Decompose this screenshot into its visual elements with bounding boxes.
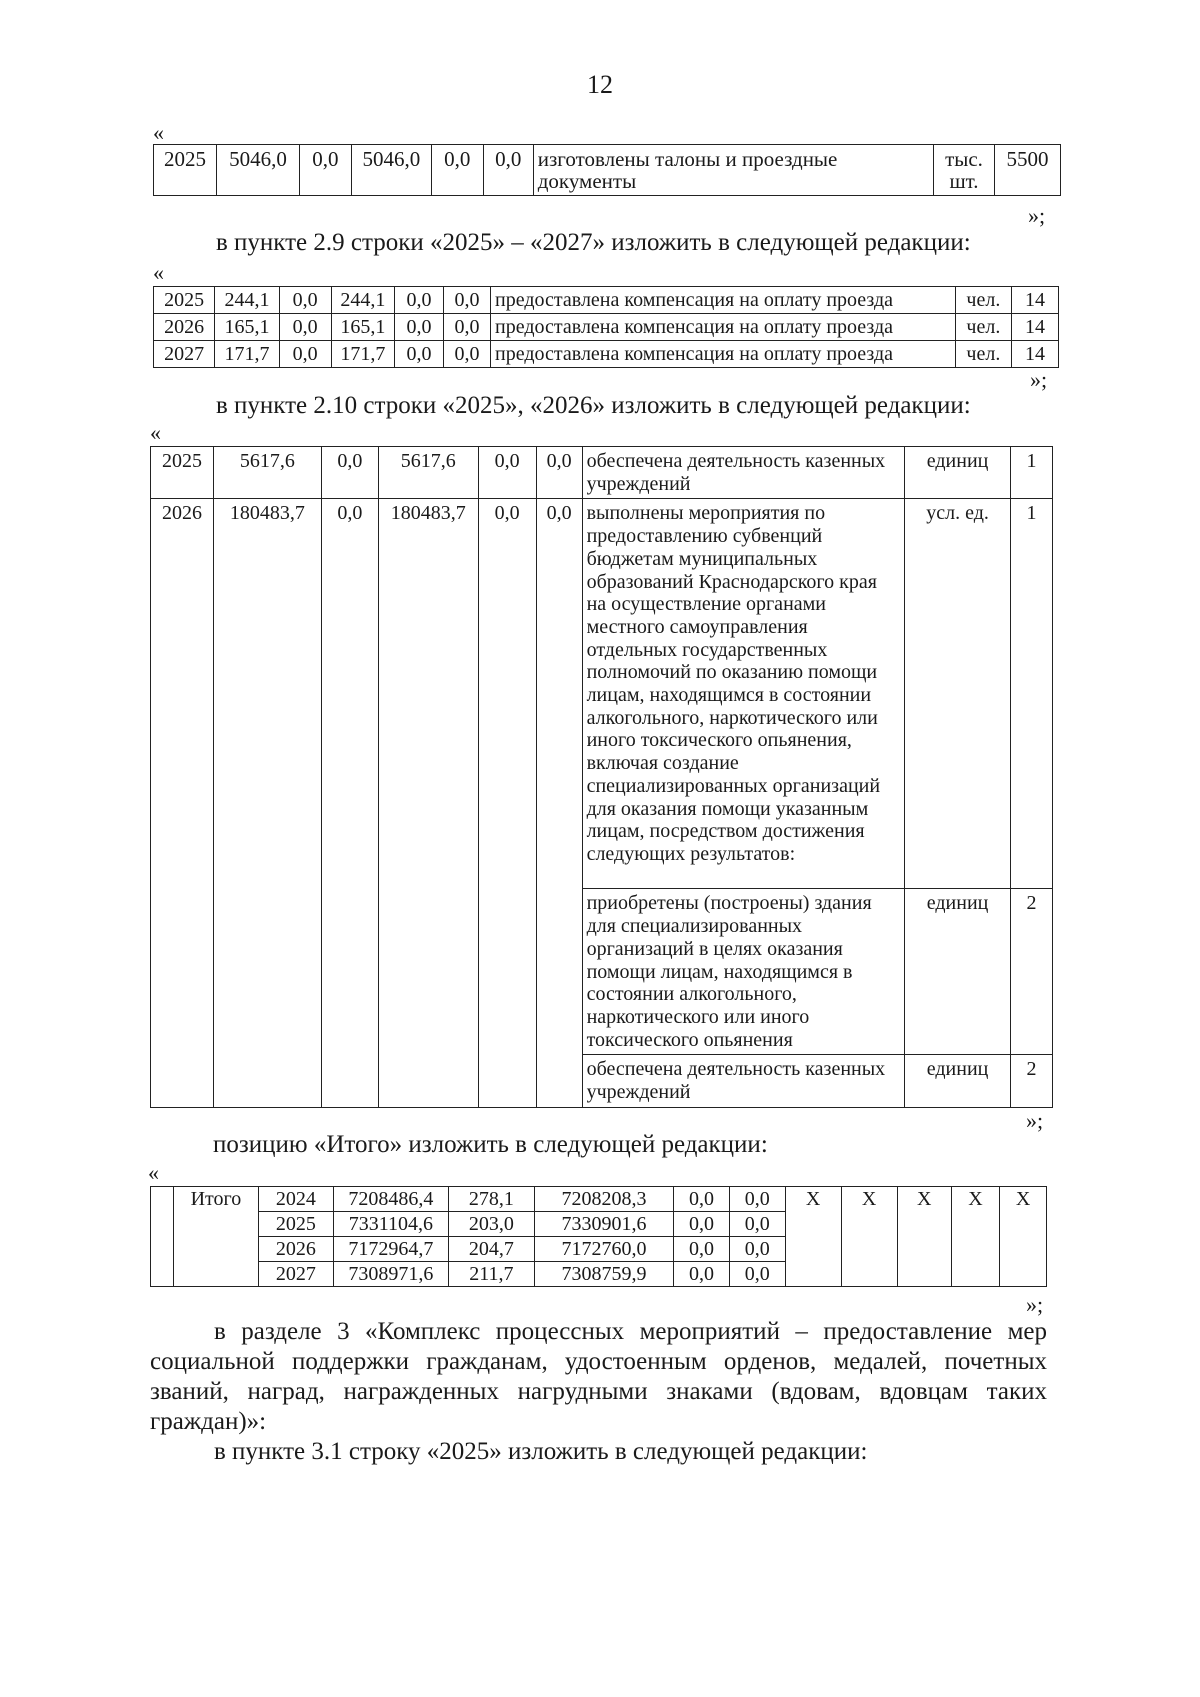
- value-cell: 0,0: [674, 1187, 730, 1212]
- value-cell: 180483,7: [378, 499, 478, 1107]
- total-cell: 7172964,7: [334, 1237, 449, 1262]
- unit-cell: тыс. шт.: [934, 145, 995, 196]
- value-cell: 5617,6: [378, 447, 478, 499]
- unit-cell: чел.: [955, 287, 1011, 314]
- table-row: [151, 447, 1053, 499]
- table-row: [154, 314, 1059, 341]
- value-cell: 211,7: [448, 1262, 534, 1287]
- year-cell: 2026: [154, 314, 215, 341]
- value-cell: 0,0: [395, 314, 444, 341]
- value-cell: 7208208,3: [534, 1187, 673, 1212]
- close-quote: »;: [1030, 367, 1048, 392]
- close-quote: »;: [1026, 1292, 1044, 1317]
- total-cell: 244,1: [215, 287, 279, 314]
- value-cell: 0,0: [674, 1212, 730, 1237]
- year-cell: 2025: [258, 1212, 333, 1237]
- close-quote: »;: [1026, 1108, 1044, 1133]
- close-quote: »;: [1028, 203, 1046, 228]
- table-talony: [153, 144, 1061, 196]
- value-cell: 0,0: [729, 1262, 785, 1287]
- total-cell: 5617,6: [213, 447, 321, 499]
- table-row: [151, 1187, 1047, 1212]
- value-cell: 0,0: [729, 1187, 785, 1212]
- result-cell: предоставлена компенсация на оплату проезда: [491, 287, 956, 314]
- table-row: [151, 499, 1053, 889]
- paragraph-line: граждан)»:: [150, 1408, 267, 1435]
- value-cell: 0,0: [299, 145, 351, 196]
- value-cell: 165,1: [331, 314, 394, 341]
- value-cell: 0,0: [321, 447, 378, 499]
- value-cell: 244,1: [331, 287, 394, 314]
- table-itogo: [150, 1186, 1047, 1287]
- total-cell: 180483,7: [213, 499, 321, 1107]
- x-mark-cell: Х: [897, 1187, 951, 1287]
- year-cell: 2025: [154, 145, 217, 196]
- unit-cell: единиц: [905, 447, 1011, 499]
- year-cell: 2026: [258, 1237, 333, 1262]
- result-cell: изготовлены талоны и проездные документы: [533, 145, 933, 196]
- value-cell: 203,0: [448, 1212, 534, 1237]
- result-cell: выполнены мероприятия по предоставлению субвенций бюджетам муниципальных образований Краснодарского края на осуществление органами местного самоуправления отдельных государственных полномочий по оказанию помощи лицам, находящимся в состоянии алкогольного, наркотического или иного токсического опьянения, включая создание специализированных организаций для оказания помощи указанным лицам, посредством достижения следующих результатов:: [582, 499, 905, 889]
- value-cell: 7172760,0: [534, 1237, 673, 1262]
- value-cell: 0,0: [729, 1237, 785, 1262]
- total-cell: 7331104,6: [334, 1212, 449, 1237]
- table-row: [154, 287, 1059, 314]
- year-cell: 2026: [151, 499, 214, 1107]
- value-cell: 0,0: [536, 447, 582, 499]
- result-cell: предоставлена компенсация на оплату проезда: [491, 341, 956, 368]
- value-cell: 5046,0: [351, 145, 431, 196]
- value-cell: 0,0: [674, 1262, 730, 1287]
- quantity-cell: 14: [1011, 314, 1058, 341]
- quantity-cell: 14: [1011, 341, 1058, 368]
- paragraph-line: социальной поддержки гражданам, удостоенным орденов, медалей, почетных: [150, 1348, 1047, 1375]
- x-mark-cell: Х: [785, 1187, 841, 1287]
- paragraph-line: званий, наград, награжденных нагрудными знаками (вдовам, вдовцам таких: [150, 1378, 1047, 1405]
- quantity-cell: 2: [1011, 1055, 1053, 1107]
- table-kompensaciya: [153, 286, 1059, 368]
- result-cell: обеспечена деятельность казенных учреждений: [582, 1055, 905, 1107]
- year-cell: 2025: [154, 287, 215, 314]
- value-cell: 0,0: [444, 287, 491, 314]
- value-cell: 278,1: [448, 1187, 534, 1212]
- value-cell: 7308759,9: [534, 1262, 673, 1287]
- paragraph-line: в разделе 3 «Комплекс процессных мероприятий – предоставление мер: [214, 1318, 1047, 1345]
- value-cell: 0,0: [431, 145, 483, 196]
- table-uchrezhdeniya: [150, 446, 1053, 1108]
- x-mark-cell: Х: [1000, 1187, 1047, 1287]
- total-cell: 7308971,6: [334, 1262, 449, 1287]
- open-quote: «: [148, 1160, 159, 1185]
- result-cell: приобретены (построены) здания для специализированных организаций в целях оказания помощи лицам, находящимся в состоянии алкогольного, наркотического или иного токсического опьянения: [582, 889, 905, 1055]
- open-quote: «: [153, 120, 164, 145]
- result-cell: предоставлена компенсация на оплату проезда: [491, 314, 956, 341]
- total-cell: 7208486,4: [334, 1187, 449, 1212]
- page-number: 12: [587, 70, 613, 99]
- quantity-cell: 5500: [994, 145, 1060, 196]
- unit-cell: чел.: [955, 341, 1011, 368]
- paragraph-3-1: в пункте 3.1 строку «2025» изложить в следующей редакции:: [214, 1438, 868, 1465]
- year-cell: 2024: [258, 1187, 333, 1212]
- year-cell: 2025: [151, 447, 214, 499]
- paragraph-itogo: позицию «Итого» изложить в следующей редакции:: [213, 1131, 768, 1158]
- year-cell: 2027: [258, 1262, 333, 1287]
- total-cell: 165,1: [215, 314, 279, 341]
- value-cell: 204,7: [448, 1237, 534, 1262]
- total-cell: 171,7: [215, 341, 279, 368]
- quantity-cell: 1: [1011, 499, 1053, 889]
- open-quote: «: [153, 260, 164, 285]
- value-cell: 0,0: [444, 341, 491, 368]
- unit-cell: усл. ед.: [905, 499, 1011, 889]
- value-cell: 171,7: [331, 341, 394, 368]
- table-row: [154, 341, 1059, 368]
- unit-cell: единиц: [905, 1055, 1011, 1107]
- empty-cell: [151, 1187, 174, 1287]
- value-cell: 0,0: [444, 314, 491, 341]
- unit-cell: чел.: [955, 314, 1011, 341]
- x-mark-cell: Х: [951, 1187, 1000, 1287]
- quantity-cell: 1: [1011, 447, 1053, 499]
- paragraph-2-9: в пункте 2.9 строки «2025» – «2027» изложить в следующей редакции:: [216, 229, 971, 256]
- paragraph-section-3: [150, 1317, 1047, 1437]
- value-cell: 0,0: [279, 341, 331, 368]
- value-cell: 0,0: [321, 499, 378, 1107]
- total-cell: 5046,0: [216, 145, 299, 196]
- value-cell: 0,0: [395, 341, 444, 368]
- value-cell: 7330901,6: [534, 1212, 673, 1237]
- value-cell: 0,0: [279, 314, 331, 341]
- year-cell: 2027: [154, 341, 215, 368]
- value-cell: 0,0: [279, 287, 331, 314]
- unit-cell: единиц: [905, 889, 1011, 1055]
- value-cell: 0,0: [478, 447, 536, 499]
- value-cell: 0,0: [395, 287, 444, 314]
- x-mark-cell: Х: [841, 1187, 897, 1287]
- quantity-cell: 2: [1011, 889, 1053, 1055]
- quantity-cell: 14: [1011, 287, 1058, 314]
- value-cell: 0,0: [674, 1237, 730, 1262]
- itogo-label: Итого: [174, 1187, 259, 1287]
- value-cell: 0,0: [536, 499, 582, 1107]
- table-row: [154, 145, 1061, 196]
- value-cell: 0,0: [483, 145, 533, 196]
- value-cell: 0,0: [478, 499, 536, 1107]
- open-quote: «: [150, 420, 161, 445]
- value-cell: 0,0: [729, 1212, 785, 1237]
- result-cell: обеспечена деятельность казенных учреждений: [582, 447, 905, 499]
- paragraph-2-10: в пункте 2.10 строки «2025», «2026» изложить в следующей редакции:: [216, 392, 971, 419]
